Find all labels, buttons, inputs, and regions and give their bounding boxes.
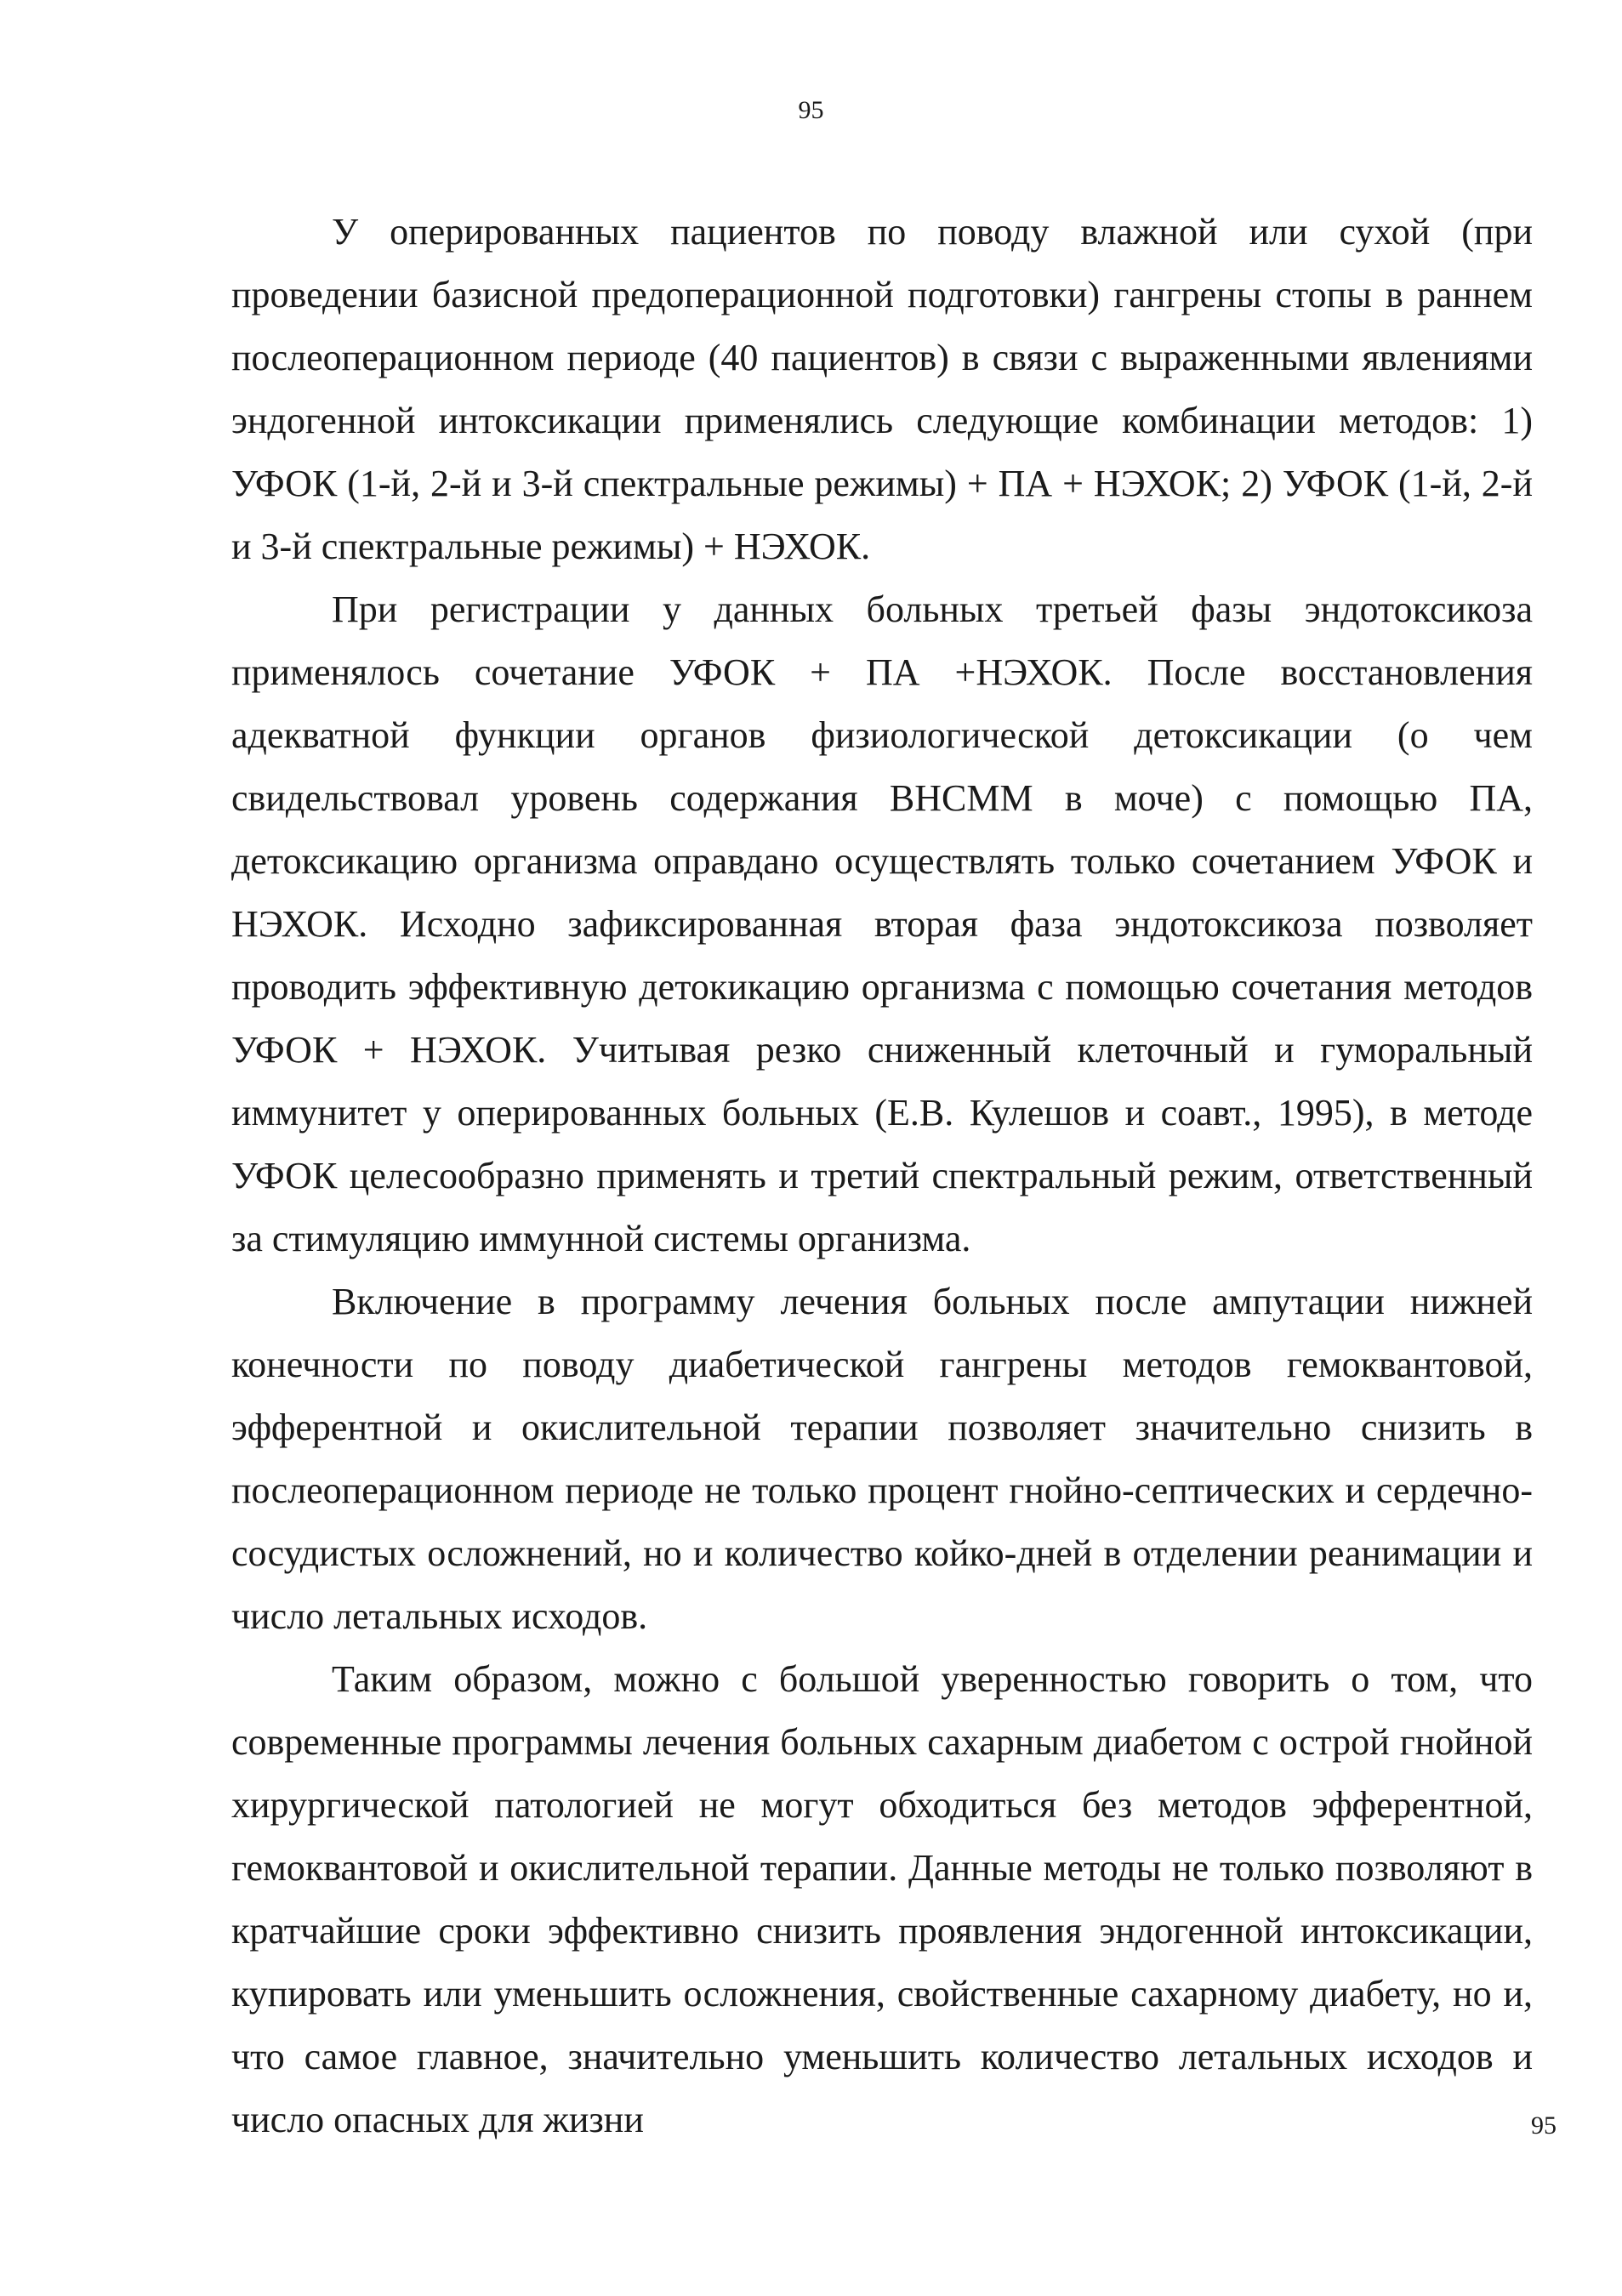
body-text (231, 201, 1533, 2151)
page-number-bottom: 95 (1531, 2111, 1557, 2140)
paragraph-2: При регистрации у данных больных третьей фазы эндотоксикоза применялось сочетание УФОК + ПА +НЭХОК. После восстановления адекватной функции органов физиологической детоксикации (о чем свидельствовал уровень содержания ВНСММ в моче) с помощью ПА, детоксикацию организма оправдано осуществлять только сочетанием УФОК и НЭХОК. Исходно зафиксированная вторая фаза эндотоксикоза позволяет проводить эффективную детокикацию организма с помощью сочетания методов УФОК + НЭХОК. Учитывая резко сниженный клеточный и гуморальный иммунитет у оперированных больных (Е.В. Кулешов и соавт., 1995), в методе УФОК целесообразно применять и третий спектральный режим, ответственный за стимуляцию иммунной системы организма. (231, 588, 1533, 1259)
paragraph-4: Таким образом, можно с большой уверенностью говорить о том, что современные программы лечения больных сахарным диабетом с острой гнойной хирургической патологией не могут обходиться без методов эфферентной, гемоквантовой и окислительной терапии. Данные методы не только позволяют в кратчайшие сроки эффективно снизить проявления эндогенной интоксикации, купировать или уменьшить осложнения, свойственные сахарному диабету, но и, что самое главное, значительно уменьшить количество летальных исходов и число опасных для жизни (231, 1658, 1533, 2140)
page-number-top: 95 (798, 96, 824, 124)
paragraph-1: У оперированных пациентов по поводу влажной или сухой (при проведении базисной предоперационной подготовки) гангрены стопы в раннем послеоперационном периоде (40 пациентов) в связи с выраженными явлениями эндогенной интоксикации применялись следующие комбинации методов: 1) УФОК (1-й, 2-й и 3-й спектральные режимы) + ПА + НЭХОК; 2) УФОК (1-й, 2-й и 3-й спектральные режимы) + НЭХОК. (231, 211, 1533, 567)
paragraph-3: Включение в программу лечения больных после ампутации нижней конечности по поводу диабетической гангрены методов гемоквантовой, эфферентной и окислительной терапии позволяет значительно снизить в послеоперационном периоде не только процент гнойно-септических и сердечно-сосудистых осложнений, но и количество койко-дней в отделении реанимации и число летальных исходов. (231, 1281, 1533, 1637)
